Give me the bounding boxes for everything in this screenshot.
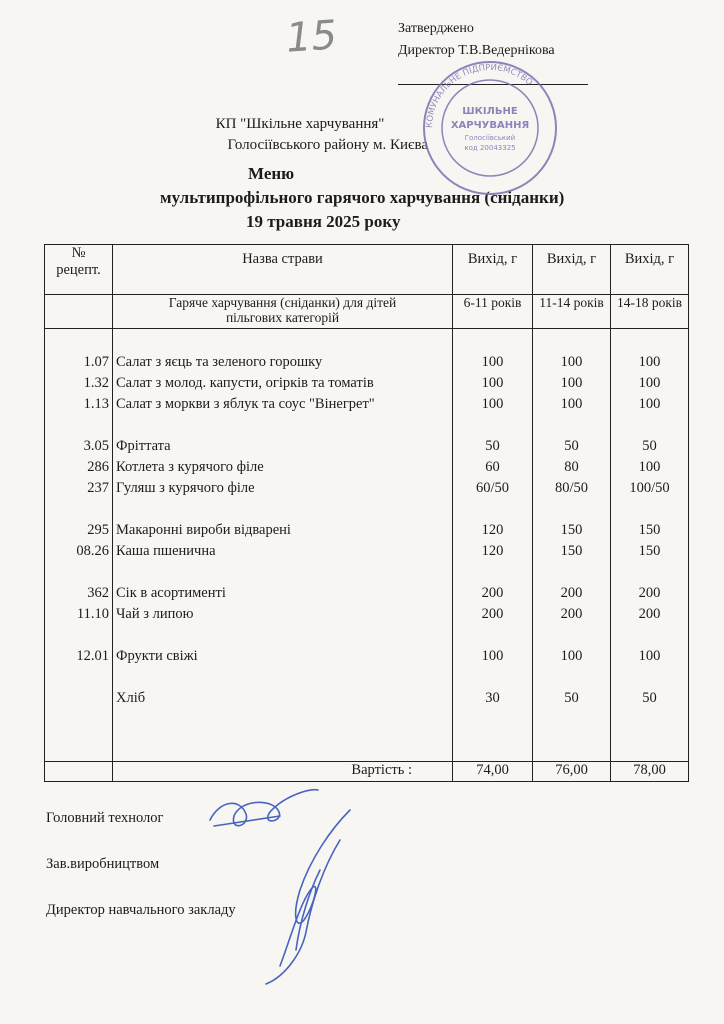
dish-name: Макаронні вироби відварені bbox=[116, 522, 291, 538]
dish-name: Каша пшенична bbox=[116, 543, 216, 559]
approval-block bbox=[398, 18, 555, 62]
stamp-ring-text: КОМУНАЛЬНЕ ПІДПРИЄМСТВО bbox=[424, 62, 535, 129]
col-output-3 bbox=[611, 329, 689, 762]
signature-strokes bbox=[210, 790, 350, 984]
dish-name: Салат з молод. капусти, огірків та томатів bbox=[116, 375, 374, 391]
table-header-row bbox=[45, 245, 689, 295]
empty-cell bbox=[48, 499, 109, 520]
output-14-18: 200 bbox=[638, 585, 661, 601]
header-output-2: Вихід, г bbox=[533, 245, 611, 295]
school-director-label: Директор навчального закладу bbox=[46, 902, 236, 918]
col-output-2 bbox=[533, 329, 611, 762]
subheader-age-2: 11-14 років bbox=[533, 295, 611, 329]
recipe-number: 1.32 bbox=[83, 375, 109, 391]
organization-district: Голосіївського району м. Києва bbox=[227, 137, 428, 153]
empty-cell bbox=[48, 562, 109, 583]
handwritten-number: 15 bbox=[284, 12, 339, 62]
recipe-number: 3.05 bbox=[83, 438, 109, 454]
empty-cell bbox=[456, 562, 529, 583]
output-11-14: 80/50 bbox=[554, 480, 589, 496]
dish-name: Салат з моркви з яблук та соус "Вінегрет" bbox=[116, 396, 375, 412]
recipe-number: 11.10 bbox=[76, 606, 109, 622]
output-11-14: 50 bbox=[564, 690, 579, 706]
output-14-18: 100 bbox=[638, 354, 661, 370]
col-dish-names bbox=[113, 329, 453, 762]
empty-cell bbox=[536, 415, 607, 436]
empty-cell bbox=[116, 331, 449, 352]
empty-cell bbox=[536, 667, 607, 688]
menu-date: 19 травня 2025 року bbox=[246, 212, 401, 231]
recipe-number: 362 bbox=[87, 585, 109, 601]
output-14-18: 50 bbox=[642, 438, 657, 454]
recipe-number: 12.01 bbox=[76, 648, 109, 664]
empty-cell bbox=[116, 625, 449, 646]
output-14-18: 100 bbox=[638, 459, 661, 475]
empty-cell bbox=[614, 667, 685, 688]
empty-cell bbox=[536, 562, 607, 583]
output-14-18: 50 bbox=[642, 690, 657, 706]
dish-name: Сік в асортименті bbox=[116, 585, 226, 601]
empty-cell bbox=[456, 331, 529, 352]
menu-title: Меню bbox=[248, 164, 295, 183]
header-output-3: Вихід, г bbox=[611, 245, 689, 295]
empty-cell bbox=[48, 688, 109, 709]
empty-cell bbox=[614, 499, 685, 520]
empty-cell bbox=[456, 415, 529, 436]
output-11-14: 100 bbox=[560, 396, 583, 412]
empty-cell bbox=[456, 499, 529, 520]
output-6-11: 100 bbox=[481, 648, 504, 664]
empty-cell bbox=[48, 415, 109, 436]
recipe-number: 1.13 bbox=[83, 396, 109, 412]
recipe-number: 286 bbox=[87, 459, 109, 475]
dish-name: Хліб bbox=[116, 690, 146, 706]
total-value-3: 78,00 bbox=[611, 762, 689, 782]
total-empty bbox=[45, 762, 113, 782]
dish-name: Котлета з курячого філе bbox=[116, 459, 264, 475]
dish-name: Салат з яєць та зеленого горошку bbox=[116, 354, 323, 370]
approval-label: Затверджено bbox=[398, 21, 474, 36]
empty-cell bbox=[116, 667, 449, 688]
subheader-empty bbox=[45, 295, 113, 329]
output-11-14: 100 bbox=[560, 648, 583, 664]
header-output-1: Вихід, г bbox=[453, 245, 533, 295]
empty-cell bbox=[48, 667, 109, 688]
output-6-11: 100 bbox=[481, 375, 504, 391]
output-11-14: 200 bbox=[560, 585, 583, 601]
output-14-18: 100/50 bbox=[629, 480, 670, 496]
empty-cell bbox=[456, 667, 529, 688]
output-6-11: 120 bbox=[481, 522, 504, 538]
empty-cell bbox=[48, 331, 109, 352]
stamp-line-4: код 20043325 bbox=[464, 144, 516, 152]
empty-cell bbox=[614, 415, 685, 436]
stamp-line-3: Голосіївський bbox=[464, 134, 516, 142]
output-6-11: 100 bbox=[481, 354, 504, 370]
menu-table bbox=[44, 244, 689, 782]
subheader-age-3: 14-18 років bbox=[611, 295, 689, 329]
subheader-age-1: 6-11 років bbox=[453, 295, 533, 329]
approval-director: Директор Т.В.Ведернікова bbox=[398, 43, 555, 58]
dish-name: Фрукти свіжі bbox=[116, 648, 198, 664]
organization-name: КП "Шкільне харчування" bbox=[215, 116, 385, 132]
production-head-label: Зав.виробництвом bbox=[46, 856, 160, 872]
output-14-18: 150 bbox=[638, 522, 661, 538]
recipe-number: 1.07 bbox=[83, 354, 109, 370]
empty-cell bbox=[48, 625, 109, 646]
total-value-2: 76,00 bbox=[533, 762, 611, 782]
output-6-11: 60 bbox=[485, 459, 500, 475]
seal-stamp bbox=[420, 58, 560, 198]
empty-cell bbox=[456, 625, 529, 646]
handwritten-signature bbox=[200, 770, 380, 990]
header-recipe-number: № рецепт. bbox=[45, 245, 113, 295]
empty-cell bbox=[536, 625, 607, 646]
menu-subtitle: мультипрофільного гарячого харчування (сніданки) bbox=[160, 188, 565, 207]
recipe-number: 295 bbox=[87, 522, 109, 538]
output-14-18: 100 bbox=[638, 375, 661, 391]
empty-cell bbox=[536, 499, 607, 520]
dish-name: Фріттата bbox=[116, 438, 171, 454]
empty-cell bbox=[614, 625, 685, 646]
output-11-14: 200 bbox=[560, 606, 583, 622]
output-11-14: 50 bbox=[564, 438, 579, 454]
subheader-group: Гаряче харчування (сніданки) для дітей пільгових категорій bbox=[113, 295, 453, 329]
dish-name: Чай з липою bbox=[116, 606, 194, 622]
empty-cell bbox=[116, 499, 449, 520]
output-6-11: 200 bbox=[481, 606, 504, 622]
recipe-number: 08.26 bbox=[76, 543, 109, 559]
stamp-line-2: ХАРЧУВАННЯ bbox=[450, 120, 530, 131]
table-subheader-row bbox=[45, 295, 689, 329]
output-6-11: 120 bbox=[481, 543, 504, 559]
output-11-14: 100 bbox=[560, 375, 583, 391]
output-6-11: 30 bbox=[485, 690, 500, 706]
output-14-18: 100 bbox=[638, 648, 661, 664]
dish-name: Гуляш з курячого філе bbox=[116, 480, 255, 496]
empty-cell bbox=[614, 562, 685, 583]
recipe-number: 237 bbox=[87, 480, 109, 496]
col-recipe-numbers bbox=[45, 329, 113, 762]
header-dish-name: Назва страви bbox=[113, 245, 453, 295]
stamp-line-1: ШКІЛЬНЕ bbox=[462, 106, 518, 117]
col-output-1 bbox=[453, 329, 533, 762]
output-11-14: 100 bbox=[560, 354, 583, 370]
output-6-11: 50 bbox=[485, 438, 500, 454]
total-label: Вартість : bbox=[113, 762, 453, 782]
output-14-18: 200 bbox=[638, 606, 661, 622]
chief-technologist-label: Головний технолог bbox=[46, 810, 164, 826]
output-6-11: 60/50 bbox=[475, 480, 510, 496]
empty-cell bbox=[614, 331, 685, 352]
output-6-11: 100 bbox=[481, 396, 504, 412]
output-11-14: 150 bbox=[560, 522, 583, 538]
output-14-18: 150 bbox=[638, 543, 661, 559]
empty-cell bbox=[116, 562, 449, 583]
output-11-14: 80 bbox=[564, 459, 579, 475]
empty-cell bbox=[116, 415, 449, 436]
output-14-18: 100 bbox=[638, 396, 661, 412]
output-11-14: 150 bbox=[560, 543, 583, 559]
total-value-1: 74,00 bbox=[453, 762, 533, 782]
output-6-11: 200 bbox=[481, 585, 504, 601]
table-body-row bbox=[45, 329, 689, 762]
empty-cell bbox=[536, 331, 607, 352]
